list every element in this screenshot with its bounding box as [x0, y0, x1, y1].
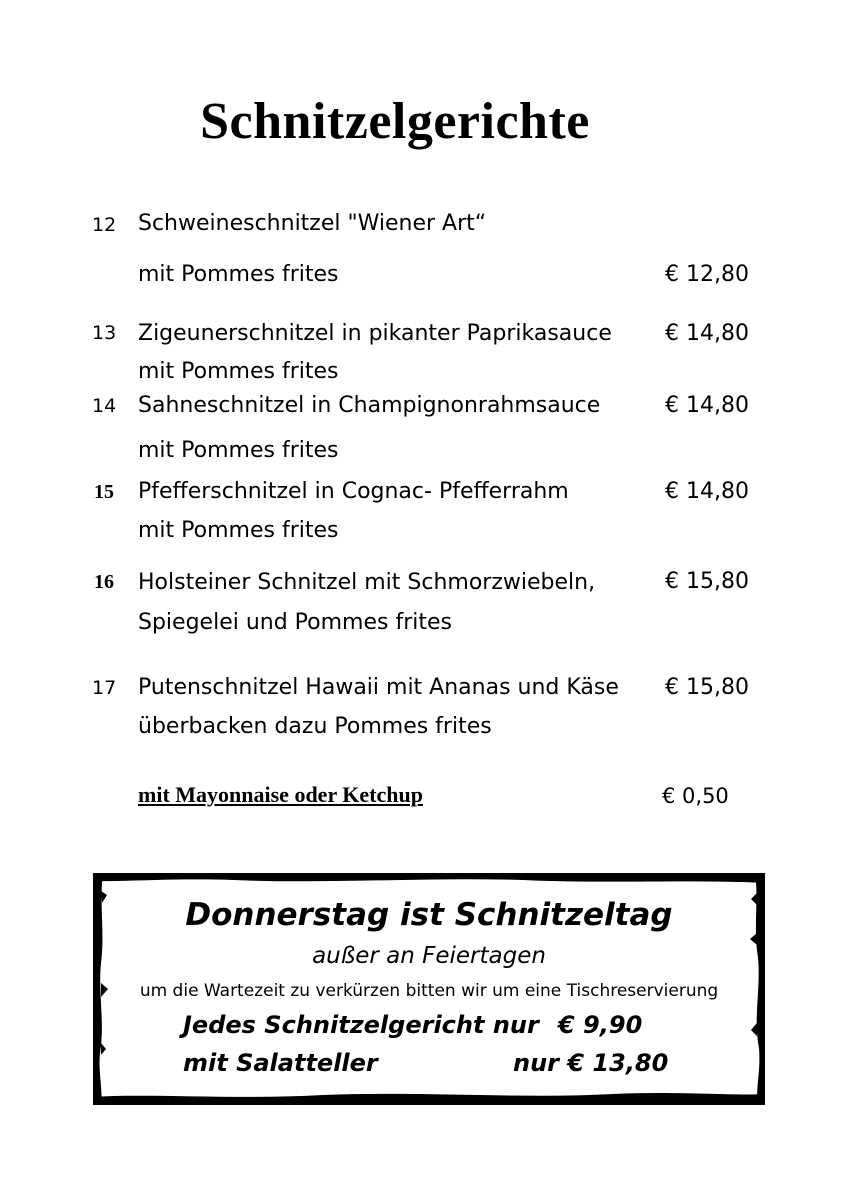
extra-sauce-price: € 0,50 [662, 784, 729, 808]
item-side: mit Pommes frites [138, 359, 339, 384]
item-price: € 12,80 [665, 262, 749, 287]
item-name: Putenschnitzel Hawaii mit Ananas und Käse [138, 675, 619, 700]
extra-sauce-label: mit Mayonnaise oder Ketchup [138, 782, 423, 807]
item-price: € 15,80 [665, 675, 749, 700]
item-side: mit Pommes frites [138, 262, 339, 287]
item-name: Holsteiner Schnitzel mit Schmorzwiebeln, [138, 570, 596, 595]
item-number: 16 [94, 571, 114, 593]
promo-offer-1-label: Jedes Schnitzelgericht nur [183, 1011, 539, 1039]
item-number: 15 [94, 481, 114, 503]
item-name: Sahneschnitzel in Champignonrahmsauce [138, 393, 601, 418]
item-side: mit Pommes frites [138, 438, 339, 463]
promo-offer-2-price: nur € 13,80 [513, 1049, 669, 1077]
item-number: 13 [92, 322, 117, 344]
item-name: Zigeunerschnitzel in pikanter Paprikasauce [138, 321, 612, 346]
promo-offer-1-price: € 9,90 [558, 1011, 643, 1039]
item-name: Pfefferschnitzel in Cognac- Pfefferrahm [138, 479, 569, 504]
item-number: 14 [92, 395, 117, 417]
promo-box [93, 873, 765, 1105]
page-title: Schnitzelgerichte [200, 93, 590, 150]
promo-subheading: außer an Feiertagen [312, 943, 546, 969]
promo-heading: Donnerstag ist Schnitzeltag [185, 897, 673, 933]
item-price: € 14,80 [665, 479, 749, 504]
item-price: € 14,80 [665, 393, 749, 418]
item-number: 17 [92, 677, 117, 699]
item-name: Schweineschnitzel "Wiener Art“ [138, 211, 487, 236]
item-side: überbacken dazu Pommes frites [138, 714, 492, 739]
item-side: mit Pommes frites [138, 518, 339, 543]
item-number: 12 [92, 214, 117, 236]
promo-note: um die Wartezeit zu verkürzen bitten wir um eine Tischreservierung [139, 981, 719, 1001]
item-side: Spiegelei und Pommes frites [138, 610, 452, 635]
promo-offer-2-label: mit Salatteller [183, 1049, 378, 1077]
item-price: € 15,80 [665, 569, 749, 594]
item-price: € 14,80 [665, 321, 749, 346]
